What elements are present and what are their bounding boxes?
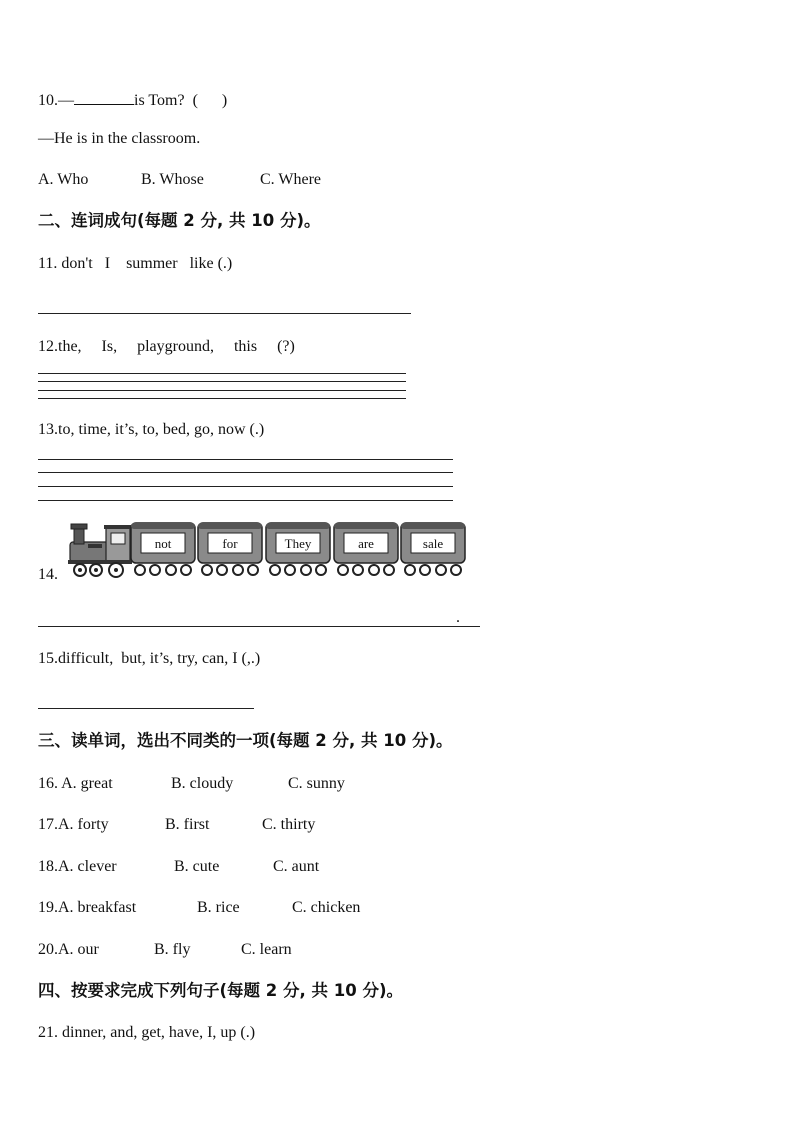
option-a[interactable]: 18.A. clever: [38, 858, 117, 875]
answer-line-11[interactable]: [38, 313, 411, 314]
section-3-heading: 三、读单词，选出不同类的一项(每题 2 分, 共 10 分)。: [38, 731, 453, 750]
question-20: [38, 940, 292, 960]
answer-line-12b[interactable]: [38, 381, 406, 382]
question-12: 12.the, Is, playground, this (?): [38, 338, 295, 355]
option-a[interactable]: 20.A. our: [38, 941, 99, 958]
option-c[interactable]: C. Where: [260, 171, 322, 188]
answer-line-12c[interactable]: [38, 390, 406, 391]
train-word-4: are: [358, 536, 374, 551]
question-14-number: 14.: [38, 566, 58, 583]
section-2-heading: 二、连词成句(每题 2 分, 共 10 分)。: [38, 211, 321, 230]
question-18: [38, 857, 319, 877]
question-15: 15.difficult, but, it’s, try, can, I (,.): [38, 650, 261, 667]
train-word-3: They: [284, 536, 312, 551]
option-b[interactable]: B. cloudy: [171, 775, 234, 792]
question-19: [38, 898, 360, 918]
option-b[interactable]: B. Whose: [141, 171, 204, 188]
option-c[interactable]: C. sunny: [288, 775, 345, 792]
option-b[interactable]: B. fly: [154, 941, 191, 958]
answer-line-15[interactable]: [38, 708, 254, 709]
question-13: 13.to, time, it’s, to, bed, go, now (.): [38, 421, 265, 438]
question-21: 21. dinner, and, get, have, I, up (.): [38, 1024, 256, 1041]
option-c[interactable]: C. learn: [241, 941, 292, 958]
answer-line-13b[interactable]: [38, 472, 453, 473]
answer-line-13d[interactable]: [38, 500, 453, 501]
question-10-number: 10.—: [38, 92, 74, 109]
question-10: [38, 88, 227, 111]
carriage-2: [198, 523, 262, 575]
option-a[interactable]: 17.A. forty: [38, 816, 109, 833]
option-c[interactable]: C. aunt: [273, 858, 320, 875]
carriage-5: [401, 523, 465, 575]
option-a[interactable]: 16. A. great: [38, 775, 113, 792]
carriage-4: [334, 523, 398, 575]
question-10-options: [38, 170, 321, 190]
locomotive-icon: [68, 524, 132, 577]
option-c[interactable]: C. thirty: [262, 816, 316, 833]
answer-blank[interactable]: [74, 88, 134, 105]
option-b[interactable]: B. first: [165, 816, 210, 833]
question-17: [38, 815, 315, 835]
train-illustration: [68, 520, 468, 580]
carriage-3: [266, 523, 330, 575]
answer-line-12d[interactable]: [38, 398, 406, 399]
carriage-1: [131, 523, 195, 575]
answer-line-14[interactable]: [38, 626, 480, 627]
question-14-period: .: [456, 609, 460, 626]
question-16: [38, 774, 345, 794]
option-c[interactable]: C. chicken: [292, 899, 361, 916]
answer-line-13a[interactable]: [38, 459, 453, 460]
train-word-5: sale: [422, 536, 444, 551]
train-word-1: not: [154, 536, 172, 551]
question-10-text: is Tom? ( ): [134, 92, 228, 109]
train-word-2: for: [222, 536, 238, 551]
answer-line-13c[interactable]: [38, 486, 453, 487]
question-10-reply: —He is in the classroom.: [38, 130, 201, 147]
option-a[interactable]: A. Who: [38, 171, 89, 188]
option-b[interactable]: B. cute: [174, 858, 220, 875]
option-b[interactable]: B. rice: [197, 899, 240, 916]
section-4-heading: 四、按要求完成下列句子(每题 2 分, 共 10 分)。: [38, 981, 404, 1000]
question-11: 11. don't I summer like (.): [38, 255, 233, 272]
answer-line-12a[interactable]: [38, 373, 406, 374]
option-a[interactable]: 19.A. breakfast: [38, 899, 137, 916]
